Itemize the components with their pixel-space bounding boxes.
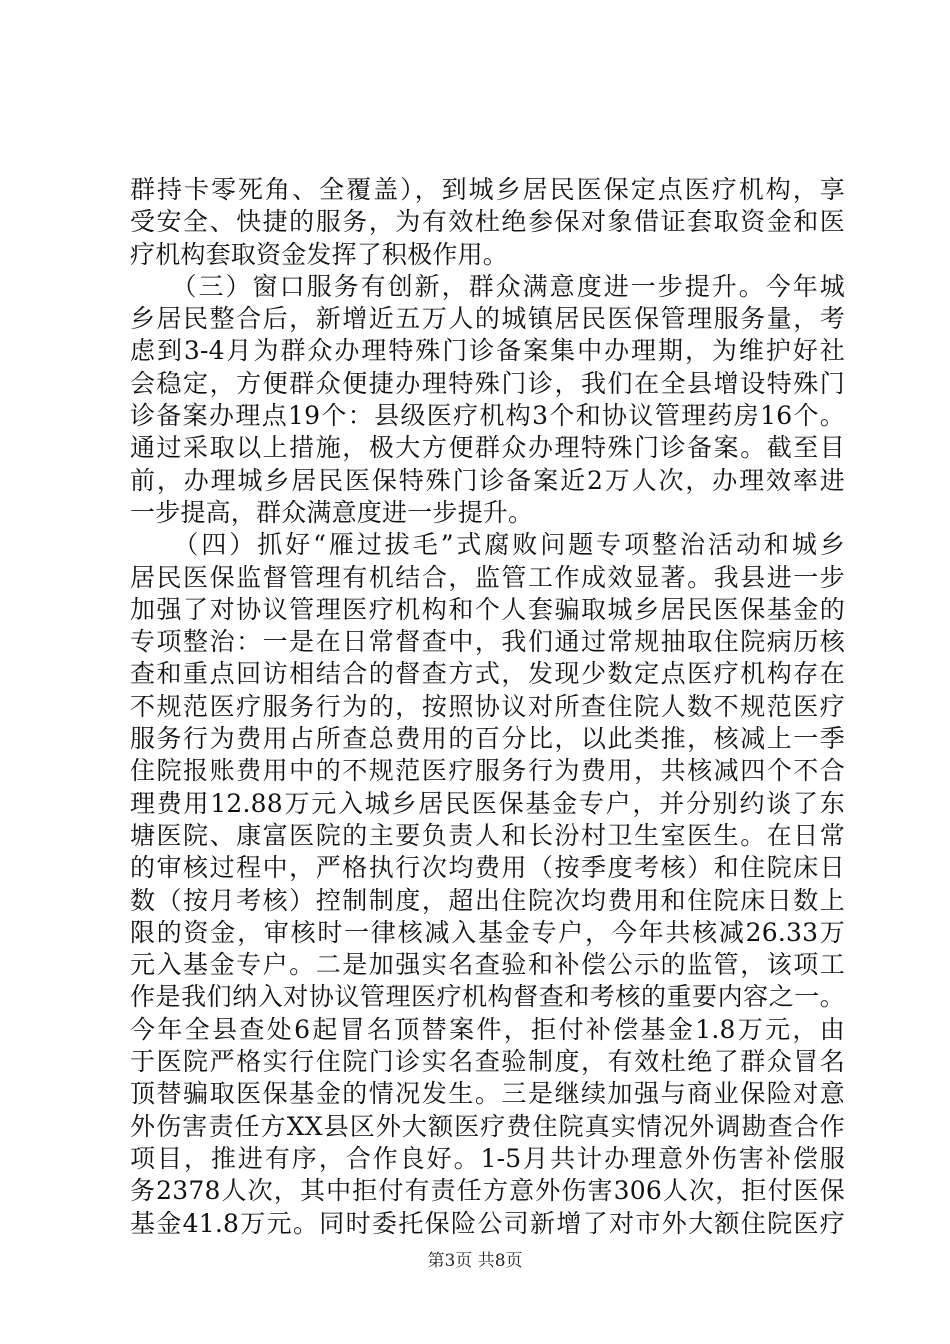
text-line: 诊备案办理点19个：县级医疗机构3个和协议管理药房16个。: [130, 401, 845, 431]
text-line: 限的资金，审核时一律核减入基金专户，今年共核减26.33万: [130, 917, 845, 947]
text-line: （四）抓好“雁过拔毛”式腐败问题专项整治活动和城乡: [130, 530, 845, 560]
text-line: 于医院严格实行住院门诊实名查验制度，有效杜绝了群众冒名: [130, 1047, 845, 1077]
text-line: 务2378人次，其中拒付有责任方意外伤害306人次，拒付医保: [130, 1176, 845, 1206]
document-body: [130, 174, 845, 1240]
text-line: 服务行为费用占所查总费用的百分比，以此类推，核减上一季: [130, 724, 845, 754]
text-line: 不规范医疗服务行为的，按照协议对所查住院人数不规范医疗: [130, 691, 845, 721]
text-line: 居民医保监督管理有机结合，监管工作成效显著。我县进一步: [130, 562, 845, 592]
text-line: 作是我们纳入对协议管理医疗机构督查和考核的重要内容之一。: [130, 982, 845, 1012]
text-line: 乡居民整合后，新增近五万人的城镇居民医保管理服务量，考: [130, 304, 845, 334]
text-line: 加强了对协议管理医疗机构和个人套骗取城乡居民医保基金的: [130, 594, 845, 624]
text-line: 顶替骗取医保基金的情况发生。三是继续加强与商业保险对意: [130, 1079, 845, 1109]
text-line: 通过采取以上措施，极大方便群众办理特殊门诊备案。截至目: [130, 433, 845, 463]
text-line: 专项整治：一是在日常督查中，我们通过常规抽取住院病历核: [130, 627, 845, 657]
text-line: 住院报账费用中的不规范医疗服务行为费用，共核减四个不合: [130, 756, 845, 786]
text-line: 疗机构套取资金发挥了积极作用。: [130, 239, 509, 269]
text-line: 虑到3-4月为群众办理特殊门诊备案集中办理期，为维护好社: [130, 336, 845, 366]
text-line: 数（按月考核）控制制度，超出住院次均费用和住院床日数上: [130, 885, 845, 915]
text-line: 基金41.8万元。同时委托保险公司新增了对市外大额住院医疗: [130, 1208, 845, 1238]
text-line: 受安全、快捷的服务，为有效杜绝参保对象借证套取资金和医: [130, 207, 845, 237]
text-line: 理费用12.88万元入城乡居民医保基金专户，并分别约谈了东: [130, 788, 845, 818]
text-line: 今年全县查处6起冒名顶替案件，拒付补偿基金1.8万元，由: [130, 1014, 845, 1044]
text-line: 查和重点回访相结合的督查方式，发现少数定点医疗机构存在: [130, 659, 845, 689]
page-footer: 第3页 共8页: [427, 1251, 523, 1271]
text-line: 一步提高，群众满意度进一步提升。: [130, 497, 534, 527]
text-line: 外伤害责任方XX县区外大额医疗费住院真实情况外调勘查合作: [130, 1111, 845, 1141]
text-line: （三）窗口服务有创新，群众满意度进一步提升。今年城: [130, 271, 845, 301]
text-line: 项目，推进有序，合作良好。1-5月共计办理意外伤害补偿服: [130, 1143, 845, 1173]
text-line: 群持卡零死角、全覆盖），到城乡居民医保定点医疗机构，享: [130, 175, 845, 204]
text-line: 前，办理城乡居民医保特殊门诊备案近2万人次，办理效率进: [130, 465, 845, 495]
text-line: 塘医院、康富医院的主要负责人和长汾村卫生室医生。在日常: [130, 820, 845, 850]
text-line: 的审核过程中，严格执行次均费用（按季度考核）和住院床日: [130, 853, 845, 883]
text-line: 会稳定，方便群众便捷办理特殊门诊，我们在全县增设特殊门: [130, 368, 845, 398]
text-line: 元入基金专户。二是加强实名查验和补偿公示的监管，该项工: [130, 950, 845, 980]
